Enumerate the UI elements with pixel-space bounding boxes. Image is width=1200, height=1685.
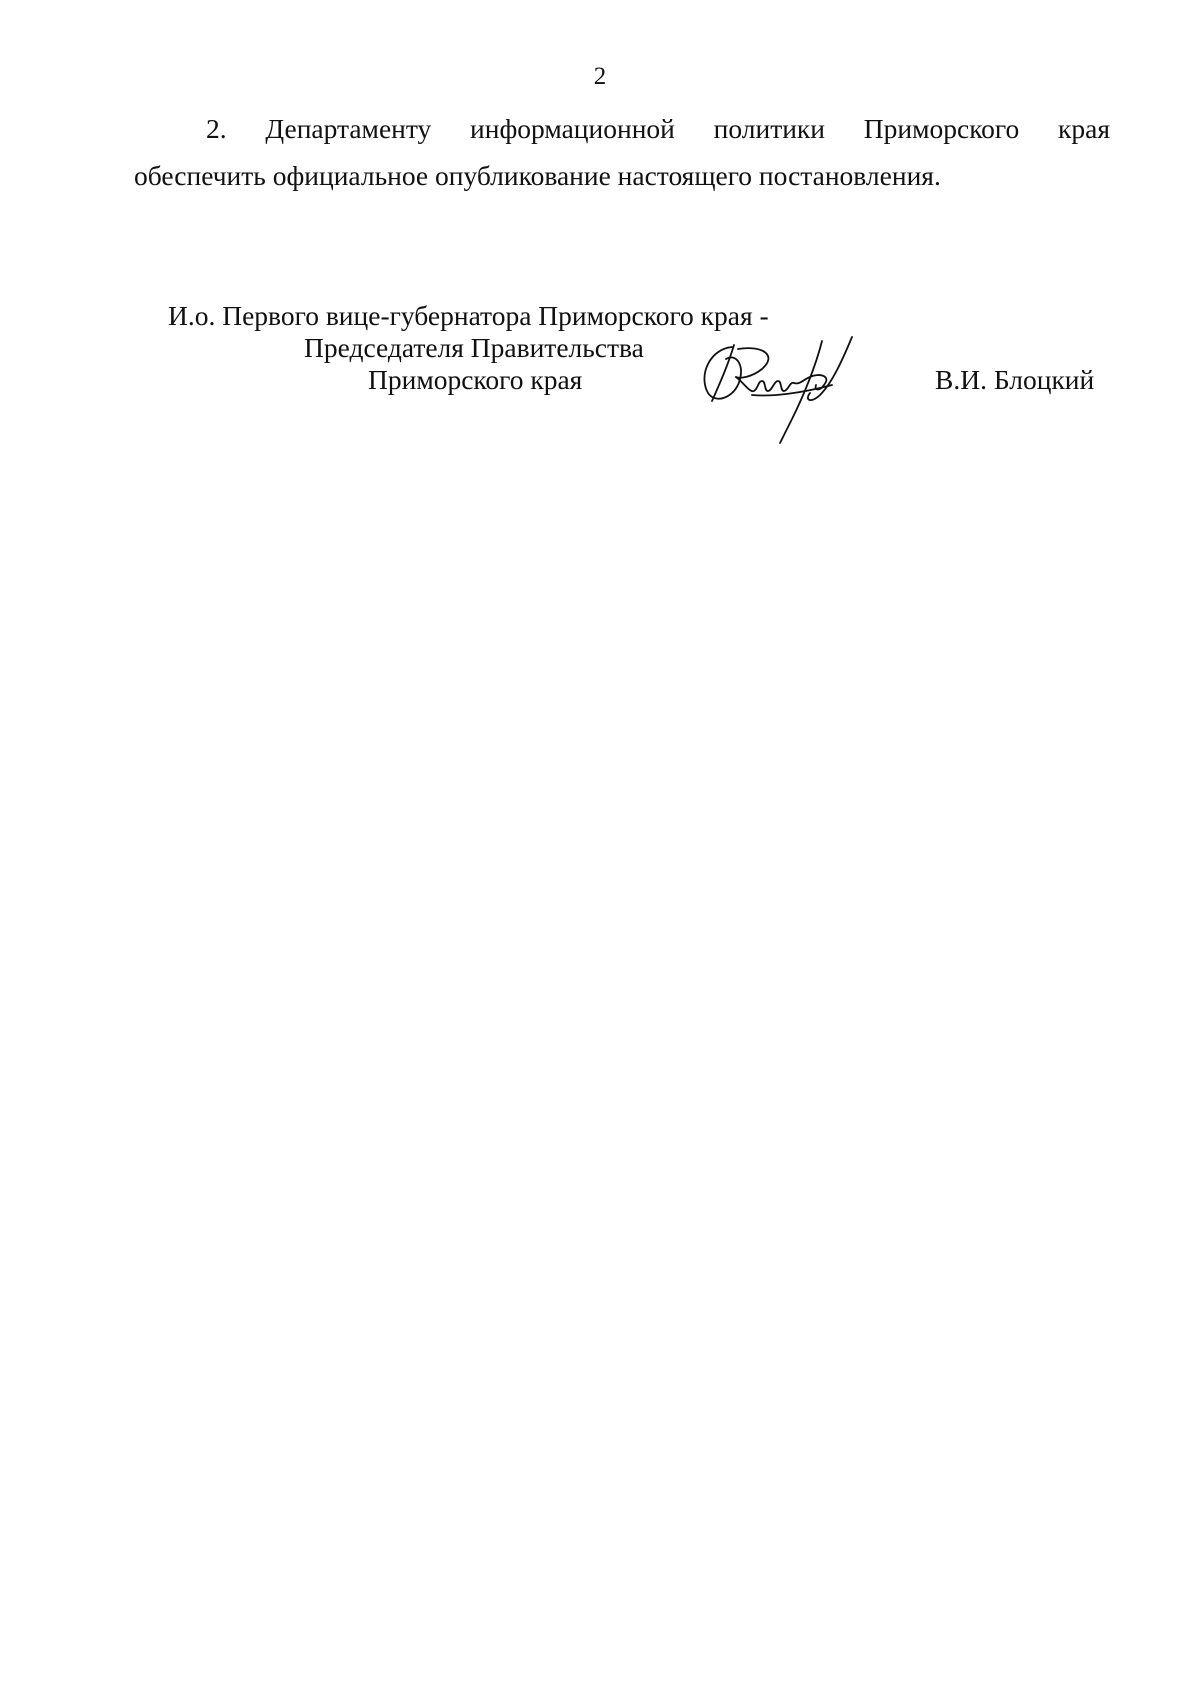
position-line-3: Приморского края [368,364,583,395]
position-line-1: И.о. Первого вице-губернатора Приморского края - [168,300,769,331]
position-line-2: Председателя Правительства [304,332,644,363]
paragraph-line-1: 2. Департаменту информационной политики Приморского края [206,113,1110,144]
paragraph-line-2: обеспечить официальное опубликование настоящего постановления. [134,160,941,191]
page-number: 2 [593,63,607,90]
signatory-name: В.И. Блоцкий [935,364,1095,395]
handwritten-signature [692,335,872,445]
